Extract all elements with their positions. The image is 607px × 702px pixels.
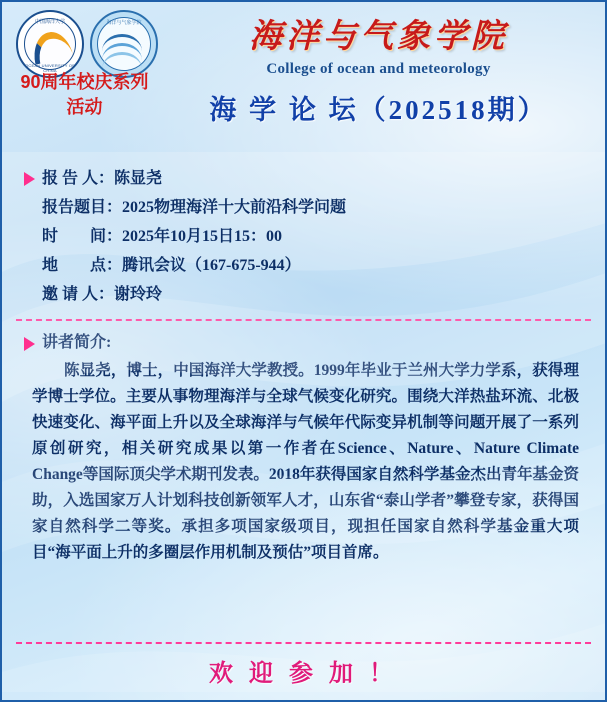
section-divider-top xyxy=(16,319,591,321)
speaker-row-text xyxy=(42,164,162,193)
college-logo-icon xyxy=(90,10,158,78)
topic-value: 2025物理海洋十大前沿科学问题 xyxy=(122,199,347,216)
anniversary-banner: 90周年校庆系列活动 xyxy=(20,72,149,117)
place-row xyxy=(24,251,605,280)
welcome-message: 欢 迎 参 加 ！ xyxy=(209,661,398,687)
place-value: 腾讯会议（167-675-944） xyxy=(122,257,301,274)
topic-label: 报告题目： xyxy=(42,199,123,216)
inviter-label: 邀 请 人： xyxy=(42,286,115,303)
info-block xyxy=(2,164,605,309)
college-title-cn: 海洋与气象学院 xyxy=(249,19,508,55)
ouc-logo-en-text: OCEAN UNIVERSITY OF CHINA xyxy=(25,63,75,73)
section-divider-bottom xyxy=(16,642,591,644)
forum-title: 海 学 论 坛（202518期） xyxy=(209,95,548,125)
ouc-logo-cn-text: 中国海洋大学 xyxy=(34,19,65,25)
title-block xyxy=(162,8,595,127)
speaker-value: 陈显尧 xyxy=(114,170,163,187)
bio-heading-row xyxy=(2,329,605,352)
triangle-bullet-icon-2 xyxy=(24,337,35,351)
time-value: 2025年10月15日15：00 xyxy=(122,228,283,245)
speaker-row xyxy=(24,164,605,193)
time-label: 时 间： xyxy=(42,228,123,245)
bio-heading: 讲者简介: xyxy=(42,334,112,351)
inviter-value: 谢玲玲 xyxy=(114,286,163,303)
college-logo-cn-text: 海洋与气象学院 xyxy=(106,20,142,26)
college-title-en: College of ocean and meteorology xyxy=(266,61,491,77)
speaker-label: 报 告 人： xyxy=(42,170,115,187)
topic-row xyxy=(24,193,605,222)
time-row xyxy=(24,222,605,251)
poster-header xyxy=(2,2,605,142)
ouc-logo-icon xyxy=(16,10,84,78)
place-label: 地 点： xyxy=(42,257,123,274)
triangle-bullet-icon xyxy=(24,172,35,186)
inviter-row xyxy=(24,280,605,309)
bio-text: 陈显尧，博士，中国海洋大学教授。1999年毕业于兰州大学力学系，获得理学博士学位。主要从事物理海洋与全球气候变化研究。围绕大洋热盐环流、北极快速变化、海平面上升以及全球海洋与气候年代际变异机制等问题开展了一系列原创研究，相关研究成果以第一作者在Science、Nature、Nature Climate Change等国际顶尖学术期刊发表。2018年获得国家自然科学基金杰出青年基金资助，入选国家万人计划科技创新领军人才，山东省“泰山学者”攀登专家，获得国家自然科学二等奖。承担多项国家级项目，现担任国家自然科学基金重大项目“海平面上升的多圈层作用机制及预估”项目首席。 xyxy=(32,362,579,561)
